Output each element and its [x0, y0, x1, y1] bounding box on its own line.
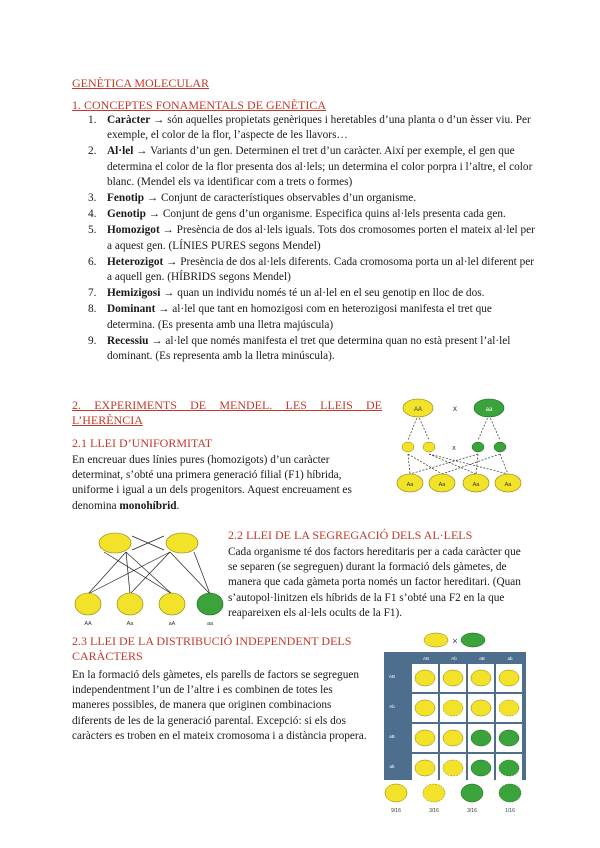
offspring-label: AA — [84, 621, 92, 627]
term: Genotip — [107, 208, 146, 221]
page-title: GENÈTICA MOLECULAR — [72, 76, 209, 90]
section2-2-heading: 2.2 LLEI DE LA SEGREGACIÓ DELS AL·LELS — [228, 528, 473, 542]
pea-seed — [415, 730, 435, 746]
pea-seed — [415, 700, 435, 716]
offspring-label: Aa — [126, 621, 134, 627]
list-item — [72, 334, 538, 364]
section2-3-heading: 2.3 LLEI DE LA DISTRIBUCIÓ INDEPENDENT DELS CARÀCTERS — [72, 634, 352, 664]
parent-yellow — [99, 533, 131, 553]
definition: → al·lel que tant en homozigosi com en heterozigosi manifesta el tret que determina. (Es presenta amb una lletra majúscula) — [107, 303, 492, 331]
pea-seed — [443, 730, 463, 746]
segregation-diagram — [74, 530, 226, 628]
list-item — [72, 191, 538, 206]
cross-label: × — [452, 636, 458, 646]
pea-seed — [471, 670, 491, 686]
section2-1-text: En encreuar dues línies pures (homozigots) d’un caràcter determinat, s’obté una primera generació filial (F1) híbrida, uniforme i igual a un dels progenitors. Aquest encreuament es denomina monohíbrid. — [72, 454, 352, 512]
definition: → Presència de dos al·lels diferents. Cada cromosoma porta un al·lel diferent per a aquell gen. (HÍBRIDS segons Mendel) — [107, 255, 535, 284]
phenotype-smooth-green — [461, 784, 483, 802]
offspring-label: Aa — [472, 482, 480, 488]
list-number: 1. — [88, 114, 97, 126]
list-number: 8. — [88, 303, 97, 316]
col-header: AB — [422, 656, 430, 661]
definition: → quan un individu només té un al·lel en el seu genotip en lloc de dos. — [160, 287, 485, 300]
term: Al·lel — [107, 145, 134, 158]
uniformity-diagram — [396, 394, 526, 498]
phenotype-wrinkled-yellow — [423, 784, 445, 802]
offspring-label: aa — [206, 621, 214, 627]
term: Caràcter — [107, 114, 151, 126]
parent-yellow — [424, 633, 448, 647]
row-header: Ab — [389, 704, 395, 709]
offspring — [159, 593, 185, 615]
ratio-label: 3/16 — [429, 808, 439, 814]
parent-yellow — [166, 533, 198, 553]
punnett-diagram — [380, 630, 530, 816]
list-number: 4. — [88, 208, 97, 221]
col-header: aB — [479, 656, 485, 661]
list-item — [72, 223, 538, 253]
pea-seed — [471, 700, 491, 716]
section1-heading: 1. CONCEPTES FONAMENTALS DE GENÈTICA — [72, 98, 327, 112]
pea-seed — [443, 760, 463, 776]
list-number: 9. — [88, 334, 97, 347]
list-item — [72, 144, 538, 190]
definition: → al·lel que només manifesta el tret que determina quan no està present l’al·lel dominant. (Es representa amb la lletra minúscula). — [107, 334, 511, 363]
parent-left-label: AA — [413, 407, 423, 413]
pea-seed — [499, 760, 519, 776]
col-header: Ab — [451, 656, 457, 661]
list-number: 2. — [88, 145, 97, 158]
pea-seed — [415, 670, 435, 686]
definition: → Conjunt de característiques observables d’un organisme. — [144, 192, 417, 205]
gamete — [402, 442, 414, 452]
offspring — [75, 593, 101, 615]
parent-green — [461, 633, 485, 647]
phenotype-smooth-yellow — [385, 784, 407, 802]
section2-1-heading: 2.1 LLEI D’UNIFORMITAT — [72, 436, 213, 450]
offspring-label: Aa — [438, 482, 446, 488]
definition: → Presència de dos al·lels iguals. Tots dos cromosomes porten el mateix al·lel per a aquest gen. (LÍNIES PURES segons Mendel) — [107, 224, 535, 252]
pea-seed — [415, 760, 435, 776]
concepts-list — [72, 113, 538, 365]
list-item — [72, 302, 538, 332]
row-header: AB — [388, 674, 396, 679]
row-header: aB — [389, 734, 395, 739]
list-number: 5. — [88, 224, 97, 237]
parent-right-label: aa — [485, 407, 493, 413]
phenotype-wrinkled-green — [499, 784, 521, 802]
pea-seed — [443, 670, 463, 686]
offspring-label: Aa — [504, 482, 512, 488]
list-number: 7. — [88, 287, 97, 300]
list-item — [72, 255, 538, 285]
definition: → Variants d’un gen. Determinen el tret d’un caràcter. Així per exemple, el gen que determina el color de la flor presenta dos al·lels; un determina el color porpra i l’altre, el color blanc. (Mendel els va identificar com a trets o formes) — [107, 145, 533, 188]
definition: → són aquelles propietats genèriques i heretables d’una planta o d’un èsser viu. Per exemple, el color de la flor, l’aspecte de les llavors… — [107, 114, 531, 142]
pea-seed — [499, 700, 519, 716]
pea-seed — [471, 760, 491, 776]
ratio-label: 9/16 — [391, 808, 401, 814]
term: Dominant — [107, 303, 156, 316]
gamete — [494, 442, 506, 452]
pea-seed — [471, 730, 491, 746]
section2-3-text: En la formació dels gàmetes, els parells de factors se segreguen independentment l’un de l’altre i es combinen de totes les maneres possibles, de manera que originen combinacions diferents de les de la generació parental. Excepció: si els dos caràcters es troben en el mateix cromosoma i a distància propera. — [72, 669, 367, 742]
row-header: ab — [389, 764, 395, 769]
offspring-green — [197, 593, 223, 615]
section2-heading: 2. EXPERIMENTS DE MENDEL. LES LLEIS DE L’HERÈNCIA — [72, 398, 382, 428]
list-item — [72, 113, 538, 143]
list-item — [72, 286, 538, 301]
list-number: 6. — [88, 255, 97, 268]
term: Hemizigosi — [107, 287, 161, 300]
term: Fenotip — [107, 192, 145, 205]
list-item — [72, 207, 538, 222]
pea-seed — [499, 670, 519, 686]
offspring — [117, 593, 143, 615]
list-number: 3. — [88, 192, 97, 205]
section2-2-text: Cada organisme té dos factors hereditaris per a cada caràcter que se separen (se segreguen) durant la formació dels gàmetes, de manera que cada gàmeta porta només un factor hereditari. (Quan s’autopol·linitzen els híbrids de la F1 s’obté una F2 en la que reapareixen els al·lels ocults de la F1). — [228, 546, 521, 619]
ratio-label: 1/16 — [505, 808, 515, 814]
pea-seed — [443, 700, 463, 716]
definition: → Conjunt de gens d’un organisme. Especifica quins al·lels presenta cada gen. — [145, 208, 506, 221]
offspring-label: aA — [168, 621, 176, 627]
cross-label: x — [453, 404, 457, 413]
term: Homozigot — [107, 224, 160, 237]
ratio-label: 3/16 — [467, 808, 477, 814]
pea-seed — [499, 730, 519, 746]
offspring-label: Aa — [406, 482, 414, 488]
gamete — [423, 442, 435, 452]
gamete — [472, 442, 484, 452]
term: Heterozigot — [107, 255, 164, 268]
cross-label-2: x — [452, 445, 456, 452]
term: Recessiu — [107, 334, 149, 347]
col-header: ab — [507, 656, 513, 661]
